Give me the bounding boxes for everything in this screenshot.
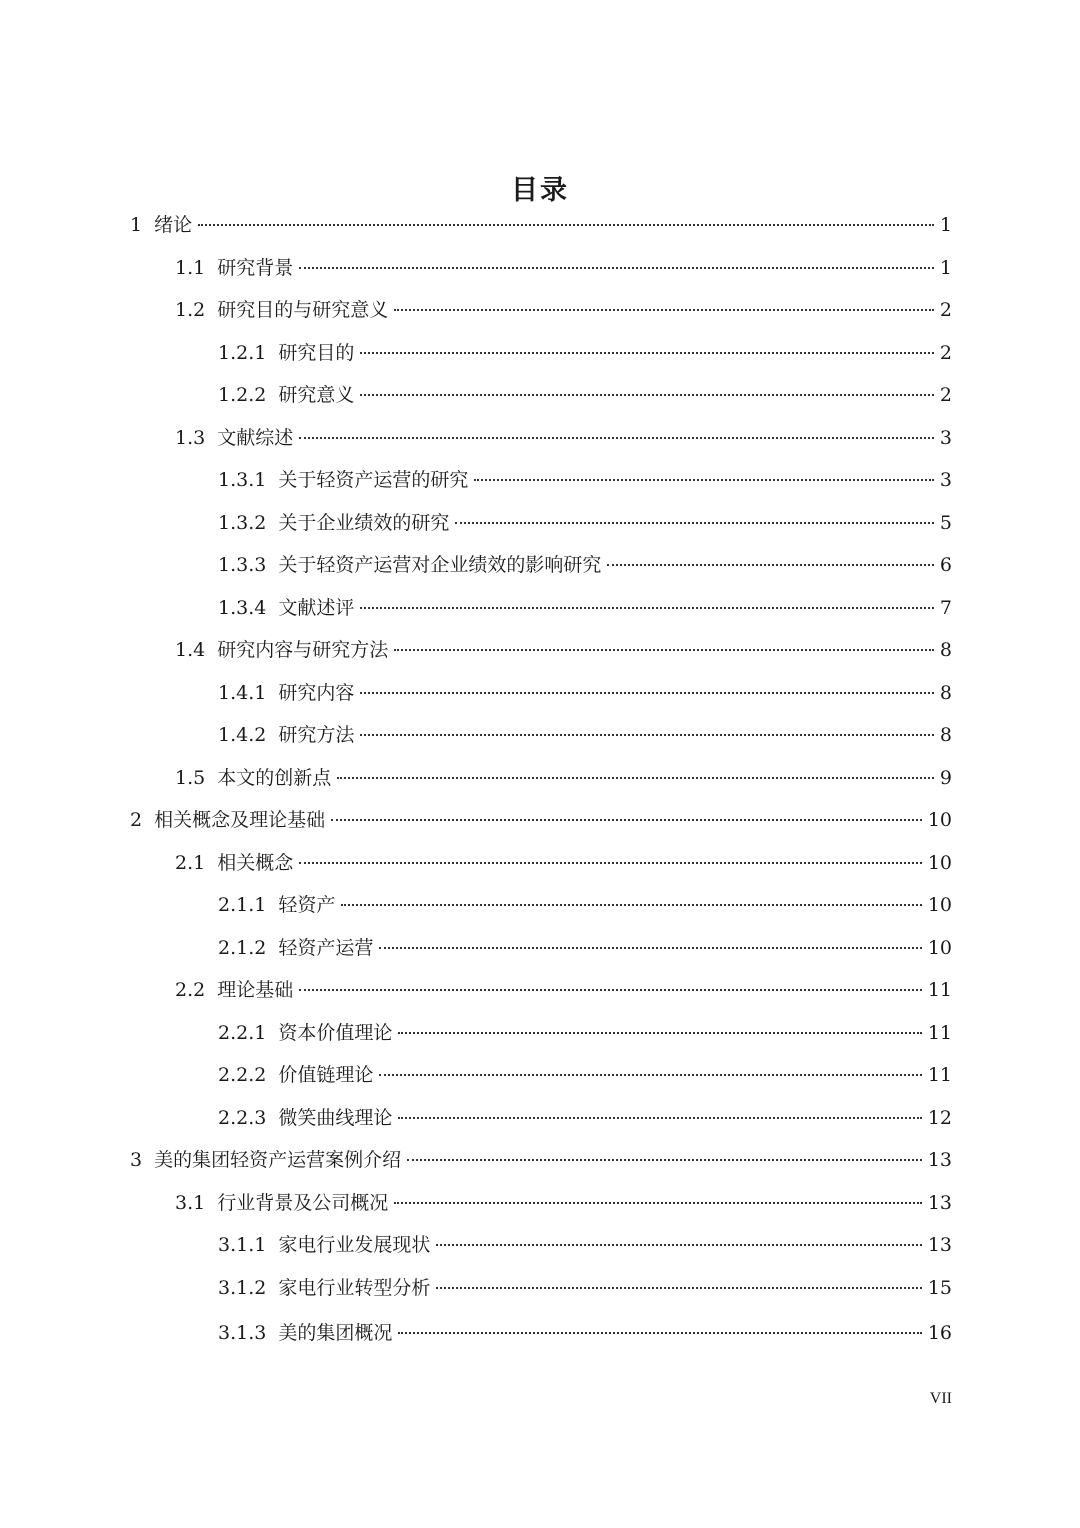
- toc-entry[interactable]: [218, 1273, 952, 1303]
- toc-entry-number: 3.1.1: [218, 1234, 267, 1256]
- toc-entry-title: 研究意义: [278, 384, 355, 406]
- toc-entry-number: 1.5: [175, 766, 206, 789]
- toc-entry-title: 美的集团轻资产运营案例介绍: [154, 1149, 402, 1171]
- toc-dot-leader: [379, 1074, 921, 1076]
- toc-entry-number: 1.1: [175, 256, 206, 279]
- toc-entry-title: 行业背景及公司概况: [217, 1191, 389, 1214]
- toc-entry-title: 关于轻资产运营对企业绩效的影响研究: [278, 554, 602, 576]
- toc-dot-leader: [299, 437, 934, 439]
- toc-dot-leader: [379, 947, 921, 949]
- toc-dot-leader: [360, 352, 934, 354]
- toc-entry-title: 本文的创新点: [217, 766, 332, 789]
- toc-dot-leader: [394, 1202, 922, 1204]
- toc-entry[interactable]: [218, 508, 952, 538]
- toc-dot-leader: [474, 479, 934, 481]
- toc-entry-title: 微笑曲线理论: [278, 1106, 393, 1129]
- toc-dot-leader: [360, 607, 934, 609]
- toc-entry-number: 1.2.2: [218, 384, 267, 406]
- toc-dot-leader: [341, 904, 921, 906]
- toc-entry[interactable]: [175, 253, 952, 283]
- toc-entry-number: 2.1: [175, 851, 206, 874]
- toc-dot-leader: [455, 522, 934, 524]
- toc-entry-page: 5: [939, 511, 952, 534]
- toc-entry[interactable]: [218, 1060, 952, 1090]
- toc-dot-leader: [360, 692, 934, 694]
- page-title: 目录: [511, 175, 569, 206]
- toc-entry-number: 2: [130, 809, 143, 831]
- toc-entry-title: 研究背景: [217, 256, 294, 279]
- toc-entry-page: 10: [927, 809, 952, 831]
- toc-entry-number: 3.1: [175, 1191, 206, 1214]
- toc-entry-page: 2: [939, 384, 952, 406]
- toc-entry[interactable]: [175, 295, 952, 325]
- toc-entry-page: 16: [927, 1322, 952, 1344]
- toc-entry-title: 关于轻资产运营的研究: [278, 469, 469, 491]
- toc-entry[interactable]: [218, 465, 952, 495]
- toc-entry-page: 1: [939, 214, 952, 236]
- toc-entry[interactable]: [218, 1018, 952, 1048]
- toc-entry-number: 3: [130, 1149, 143, 1171]
- toc-dot-leader: [407, 1159, 922, 1161]
- toc-dot-leader: [607, 564, 934, 566]
- toc-entry-page: 11: [927, 1021, 952, 1044]
- toc-entry[interactable]: [175, 423, 952, 453]
- toc-entry-number: 1.3.2: [218, 511, 267, 534]
- toc-entry[interactable]: [175, 763, 952, 793]
- toc-dot-leader: [398, 1032, 921, 1034]
- toc-entry[interactable]: [218, 720, 952, 750]
- toc-entry-number: 2.2: [175, 979, 206, 1001]
- toc-entry-title: 美的集团概况: [278, 1322, 393, 1344]
- toc-entry-page: 11: [927, 979, 952, 1001]
- toc-dot-leader: [360, 734, 934, 736]
- toc-entry[interactable]: [218, 1103, 952, 1133]
- toc-dot-leader: [436, 1287, 921, 1289]
- toc-entry-title: 轻资产运营: [278, 936, 374, 959]
- toc-dot-leader: [331, 819, 922, 821]
- toc-dot-leader: [394, 649, 934, 651]
- toc-entry-page: 10: [927, 894, 952, 916]
- toc-entry[interactable]: [175, 975, 952, 1005]
- toc-entry-number: 1.3: [175, 426, 206, 449]
- toc-entry-page: 8: [939, 724, 952, 746]
- toc-entry-number: 3.1.2: [218, 1276, 267, 1299]
- toc-entry-number: 1.2.1: [218, 341, 267, 364]
- toc-entry[interactable]: [218, 933, 952, 963]
- toc-entry-number: 1.4: [175, 639, 206, 661]
- toc-entry[interactable]: [130, 210, 952, 240]
- toc-dot-leader: [398, 1117, 921, 1119]
- toc-entry[interactable]: [218, 338, 952, 368]
- toc-entry-number: 1.3.4: [218, 596, 267, 619]
- toc-entry-number: 2.2.1: [218, 1021, 267, 1044]
- toc-entry-number: 2.1.1: [218, 894, 267, 916]
- toc-entry-page: 12: [927, 1106, 952, 1129]
- toc-entry-title: 研究内容: [278, 681, 355, 704]
- toc-entry-title: 关于企业绩效的研究: [278, 511, 450, 534]
- toc-entry-page: 2: [939, 299, 952, 321]
- toc-entry-number: 2.2.3: [218, 1106, 267, 1129]
- toc-entry[interactable]: [175, 1188, 952, 1218]
- toc-entry-title: 价值链理论: [278, 1064, 374, 1086]
- toc-dot-leader: [436, 1244, 921, 1246]
- toc-entry-page: 10: [927, 851, 952, 874]
- toc-entry-title: 文献综述: [217, 426, 294, 449]
- toc-entry-title: 相关概念及理论基础: [154, 809, 326, 831]
- toc-entry[interactable]: [218, 550, 952, 580]
- toc-entry-page: 3: [939, 426, 952, 449]
- toc-entry-number: 1.4.1: [218, 681, 267, 704]
- toc-entry[interactable]: [218, 380, 952, 410]
- toc-entry-number: 1.2: [175, 299, 206, 321]
- toc-entry-page: 13: [927, 1191, 952, 1214]
- toc-entry-title: 文献述评: [278, 596, 355, 619]
- toc-entry-title: 研究目的: [278, 341, 355, 364]
- toc-entry-page: 9: [939, 766, 952, 789]
- toc-entry-page: 8: [939, 681, 952, 704]
- toc-dot-leader: [337, 777, 934, 779]
- toc-dot-leader: [360, 394, 934, 396]
- toc-entry-number: 2.1.2: [218, 936, 267, 959]
- toc-entry[interactable]: [175, 635, 952, 665]
- toc-dot-leader: [398, 1332, 921, 1334]
- toc-dot-leader: [198, 224, 934, 226]
- toc-entry-title: 绪论: [154, 214, 193, 236]
- toc-entry-title: 相关概念: [217, 851, 294, 874]
- toc-entry-page: 6: [939, 554, 952, 576]
- toc-entry-title: 研究方法: [278, 724, 355, 746]
- toc-entry-page: 13: [927, 1234, 952, 1256]
- toc-entry-page: 3: [939, 469, 952, 491]
- toc-entry-number: 2.2.2: [218, 1064, 267, 1086]
- toc-entry-page: 15: [927, 1276, 952, 1299]
- toc-entry[interactable]: [218, 1230, 952, 1260]
- toc-entry-title: 研究目的与研究意义: [217, 299, 389, 321]
- toc-entry[interactable]: [130, 805, 952, 835]
- toc-dot-leader: [299, 267, 934, 269]
- toc-entry-title: 研究内容与研究方法: [217, 639, 389, 661]
- toc-entry-number: 1: [130, 214, 143, 236]
- toc-entry-page: 8: [939, 639, 952, 661]
- toc-entry-title: 资本价值理论: [278, 1021, 393, 1044]
- toc-entry-number: 1.3.1: [218, 469, 267, 491]
- toc-entry[interactable]: [130, 1145, 952, 1175]
- toc-entry-number: 1.3.3: [218, 554, 267, 576]
- toc-entry-number: 3.1.3: [218, 1322, 267, 1344]
- toc-dot-leader: [394, 309, 934, 311]
- toc-entry-page: 11: [927, 1064, 952, 1086]
- toc-entry[interactable]: [175, 848, 952, 878]
- toc-entry[interactable]: [218, 1318, 952, 1348]
- toc-entry[interactable]: [218, 678, 952, 708]
- toc-entry-title: 家电行业发展现状: [278, 1234, 431, 1256]
- toc-dot-leader: [299, 989, 922, 991]
- toc-entry-page: 7: [939, 596, 952, 619]
- page-number: VII: [929, 1390, 952, 1407]
- toc-entry-title: 家电行业转型分析: [278, 1276, 431, 1299]
- toc-entry-page: 1: [939, 256, 952, 279]
- toc-entry-number: 1.4.2: [218, 724, 267, 746]
- toc-entry-page: 13: [927, 1149, 952, 1171]
- toc-entry[interactable]: [218, 890, 952, 920]
- toc-entry-title: 轻资产: [278, 894, 336, 916]
- toc-dot-leader: [299, 862, 922, 864]
- toc-entry-page: 10: [927, 936, 952, 959]
- toc-entry-page: 2: [939, 341, 952, 364]
- toc-entry-title: 理论基础: [217, 979, 294, 1001]
- toc-entry[interactable]: [218, 593, 952, 623]
